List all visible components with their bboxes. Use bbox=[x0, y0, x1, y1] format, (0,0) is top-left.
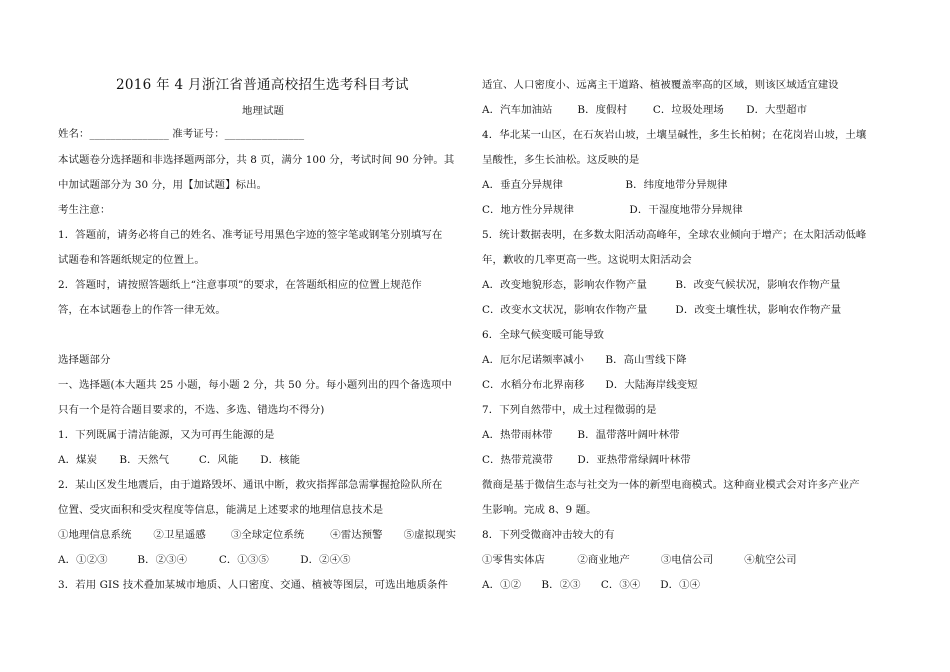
section-instructions-2: 只有一个是符合题目要求的，不选、多选、错选均不得分) bbox=[58, 404, 325, 416]
q7-option-a: A．热带雨林带 bbox=[482, 429, 553, 441]
q8-option-c: C．③④ bbox=[600, 579, 641, 591]
notice-1b: 试题卷和答题纸规定的位置上。 bbox=[58, 254, 205, 266]
q2-item-4: ④雷达预警 bbox=[330, 529, 383, 541]
question-8-options bbox=[482, 578, 700, 592]
q6-option-a: A．厄尔尼诺频率减小 bbox=[482, 354, 585, 366]
q1-option-b: B．天然气 bbox=[119, 454, 170, 466]
q8-9-intro-1: 微商是基于微信生态与社交为一体的新型电商模式。这种商业模式会对许多产业产 bbox=[482, 479, 860, 491]
q2-option-a: A．①②③ bbox=[58, 554, 108, 566]
q3-option-b: B．度假村 bbox=[577, 104, 628, 116]
question-2b: 位置、受灾面积和受灾程度等信息，能满足上述要求的地理信息技术是 bbox=[58, 504, 384, 516]
q5-option-c: C．改变水文状况，影响农作物产量 bbox=[482, 304, 648, 316]
question-6: 6．全球气候变暖可能导致 bbox=[482, 329, 605, 341]
question-3-continued: 适宜、人口密度小、远离主干道路、植被覆盖率高的区域，则该区域适宜建设 bbox=[482, 79, 839, 91]
notice-2b: 答，在本试题卷上的作答一律无效。 bbox=[58, 304, 226, 316]
q4-option-c: C．地方性分异规律 bbox=[482, 204, 574, 216]
q8-option-b: B．②③ bbox=[541, 579, 581, 591]
q6-option-b: B．高山雪线下降 bbox=[605, 354, 687, 366]
q3-option-d: D．大型超市 bbox=[746, 104, 808, 116]
notice-heading: 考生注意： bbox=[58, 204, 111, 216]
name-id-line: 姓名：_______________ 准考证号：_______________ bbox=[58, 128, 305, 140]
question-2-options bbox=[58, 553, 351, 567]
q8-item-4: ④航空公司 bbox=[744, 554, 797, 566]
question-4a: 4．华北某一山区，在石灰岩山坡，土壤呈碱性，多生长柏树；在花岗岩山坡，土壤 bbox=[482, 129, 867, 141]
question-5b: 年，歉收的几率更高一些。这说明太阳活动会 bbox=[482, 254, 692, 266]
q2-option-d: D．②④⑤ bbox=[300, 554, 351, 566]
question-7-options-2 bbox=[482, 453, 691, 467]
q8-option-a: A．①② bbox=[482, 579, 522, 591]
page-title: 2016 年 4 月浙江省普通高校招生选考科目考试 bbox=[116, 77, 409, 93]
question-3: 3．若用 GIS 技术叠加某城市地质、人口密度、交通、植被等图层，可选出地质条件 bbox=[58, 579, 449, 591]
q7-option-d: D．亚热带常绿阔叶林带 bbox=[577, 454, 691, 466]
q2-item-1: ①地理信息系统 bbox=[58, 529, 132, 541]
q8-9-intro-2: 生影响。完成 8、9 题。 bbox=[482, 504, 597, 516]
q2-item-5: ⑤虚拟现实 bbox=[403, 529, 457, 541]
q6-option-c: C．水稻分布北界南移 bbox=[482, 379, 585, 391]
q2-item-3: ③全球定位系统 bbox=[230, 529, 305, 541]
question-8: 8．下列受微商冲击较大的有 bbox=[482, 529, 615, 541]
q1-option-a: A．煤炭 bbox=[58, 454, 98, 466]
q4-option-d: D．干湿度地带分异规律 bbox=[629, 204, 743, 216]
q6-option-d: D．大陆海岸线变短 bbox=[605, 379, 698, 391]
question-1: 1．下列既属于清洁能源，又为可再生能源的是 bbox=[58, 429, 275, 441]
question-6-options-1 bbox=[482, 353, 687, 367]
q4-option-a: A．垂直分异规律 bbox=[482, 179, 564, 191]
q2-item-2: ②卫星遥感 bbox=[153, 529, 206, 541]
q1-option-c: C．风能 bbox=[198, 454, 239, 466]
question-8-items bbox=[482, 553, 797, 567]
question-7: 7．下列自然带中，成土过程微弱的是 bbox=[482, 404, 657, 416]
question-5a: 5．统计数据表明，在多数太阳活动高峰年，全球农业倾向于增产；在太阳活动低峰 bbox=[482, 229, 867, 241]
question-2-items bbox=[58, 528, 456, 542]
q3-option-a: A．汽车加油站 bbox=[482, 104, 553, 116]
q4-option-b: B．纬度地带分异规律 bbox=[625, 179, 728, 191]
notice-2a: 2．答题时，请按照答题纸上“注意事项”的要求，在答题纸相应的位置上规范作 bbox=[58, 279, 422, 291]
page-subtitle: 地理试题 bbox=[242, 105, 284, 117]
q5-option-b: B．改变气候状况，影响农作物产量 bbox=[675, 279, 841, 291]
q3-option-c: C．垃圾处理场 bbox=[652, 104, 724, 116]
q8-item-3: ③电信公司 bbox=[660, 554, 714, 566]
section-instructions-1: 一、选择题(本大题共 25 小题，每小题 2 分，共 50 分。每小题列出的四个备选项中 bbox=[58, 379, 452, 391]
q8-item-2: ②商业地产 bbox=[577, 554, 630, 566]
question-2a: 2．某山区发生地震后，由于道路毁坏、通讯中断，救灾指挥部急需掌握抢险队所在 bbox=[58, 479, 443, 491]
q1-option-d: D．核能 bbox=[260, 454, 301, 466]
intro-line-2: 中加试题部分为 30 分，用【加试题】标出。 bbox=[58, 179, 268, 191]
q2-option-b: B．②③④ bbox=[137, 554, 188, 566]
question-5-options-2 bbox=[482, 303, 841, 317]
q8-item-1: ①零售实体店 bbox=[482, 554, 545, 566]
notice-1a: 1．答题前，请务必将自己的姓名、准考证号用黑色字迹的签字笔或钢笔分别填写在 bbox=[58, 229, 443, 241]
q5-option-a: A．改变地貌形态，影响农作物产量 bbox=[482, 279, 647, 291]
q8-option-d: D．①④ bbox=[660, 579, 701, 591]
q5-option-d: D．改变土壤性状，影响农作物产量 bbox=[675, 304, 842, 316]
intro-line-1: 本试题卷分选择题和非选择题两部分，共 8 页，满分 100 分，考试时间 90 分钟。其 bbox=[58, 154, 455, 166]
question-1-options bbox=[58, 453, 300, 467]
question-4-options-2 bbox=[482, 203, 743, 217]
question-7-options-1 bbox=[482, 428, 680, 442]
section-label: 选择题部分 bbox=[58, 354, 111, 366]
q2-option-c: C．①③⑤ bbox=[218, 554, 269, 566]
q7-option-c: C．热带荒漠带 bbox=[482, 454, 553, 466]
question-3-options bbox=[482, 103, 807, 117]
question-4b: 呈酸性，多生长油松。这反映的是 bbox=[482, 154, 640, 166]
question-5-options-1 bbox=[482, 278, 841, 292]
question-4-options-1 bbox=[482, 178, 728, 192]
q7-option-b: B．温带落叶阔叶林带 bbox=[577, 429, 680, 441]
question-6-options-2 bbox=[482, 378, 698, 392]
